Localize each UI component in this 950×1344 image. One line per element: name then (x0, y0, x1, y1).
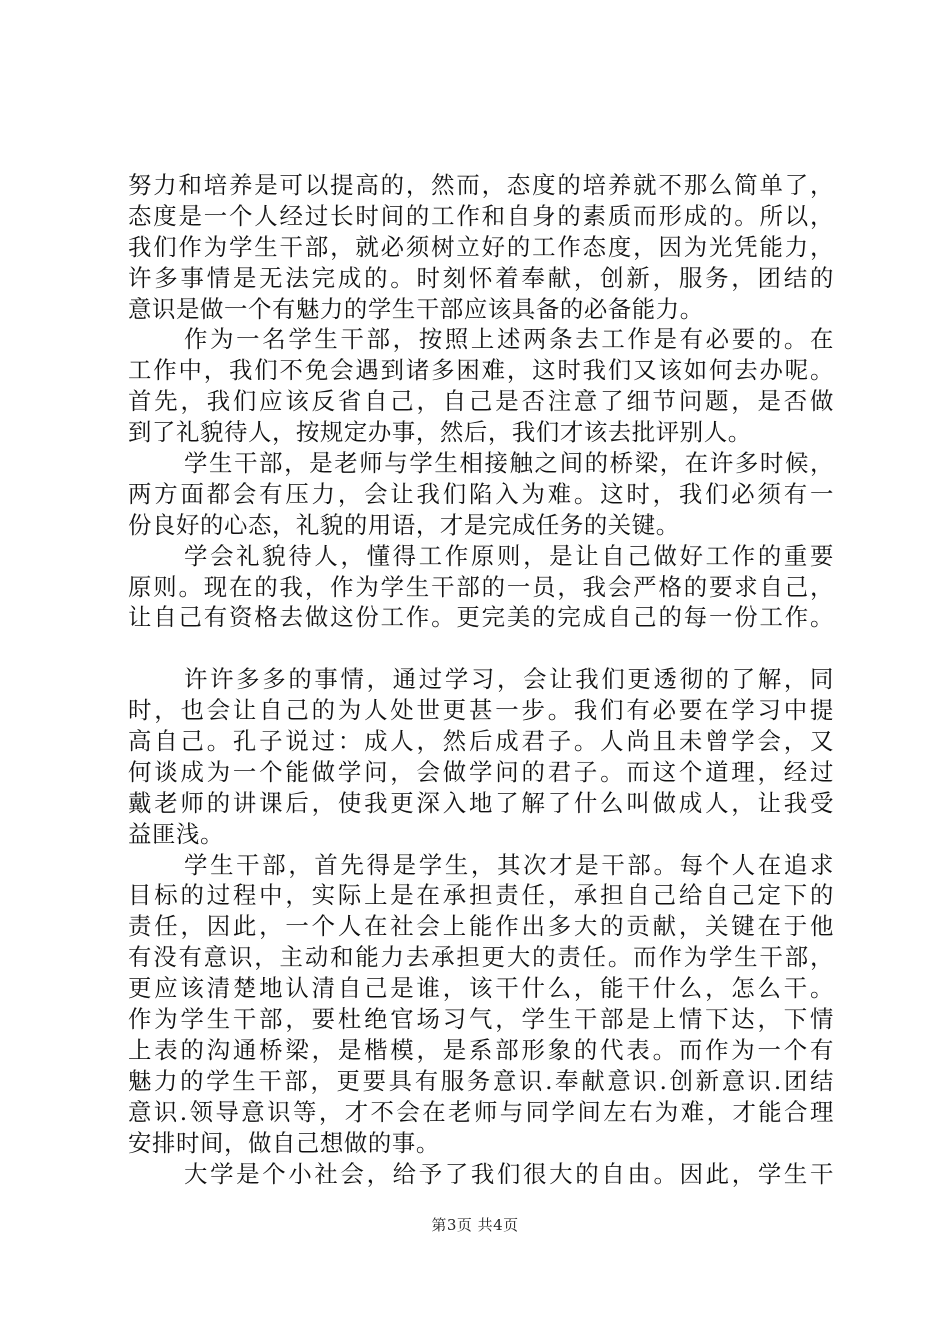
document-body (128, 170, 834, 1189)
text-line: 到了礼貌待人，按规定办事，然后，我们才该去批评别人。 (128, 418, 752, 447)
paragraph-first-line: 学会礼貌待人，懂得工作原则，是让自己做好工作的重要 (184, 541, 834, 570)
text-line: 时，也会让自己的为人处世更甚一步。我们有必要在学习中提 (128, 696, 834, 725)
page-footer: 第3页 共4页 (431, 1216, 519, 1234)
paragraph-first-line: 学生干部，是老师与学生相接触之间的桥梁，在许多时候， (184, 449, 834, 478)
paragraph-first-line: 作为一名学生干部，按照上述两条去工作是有必要的。在 (184, 325, 834, 354)
paragraph-first-line: 学生干部，首先得是学生，其次才是干部。每个人在追求 (184, 850, 834, 879)
text-line: 目标的过程中，实际上是在承担责任，承担自己给自己定下的 (128, 881, 834, 910)
text-line: 意识.领导意识等，才不会在老师与同学间左右为难，才能合理 (128, 1097, 834, 1126)
text-line: 魅力的学生干部，更要具有服务意识.奉献意识.创新意识.团结 (128, 1066, 834, 1095)
text-line: 益匪浅。 (128, 819, 224, 848)
text-line: 两方面都会有压力，会让我们陷入为难。这时，我们必须有一 (128, 479, 834, 508)
text-line: 态度是一个人经过长时间的工作和自身的素质而形成的。所以， (128, 201, 834, 230)
text-line: 份良好的心态，礼貌的用语，才是完成任务的关键。 (128, 510, 680, 539)
text-line: 让自己有资格去做这份工作。更完美的完成自己的每一份工作。 (128, 603, 834, 632)
text-line: 作为学生干部，要杜绝官场习气，学生干部是上情下达，下情 (128, 1005, 834, 1034)
text-line: 努力和培养是可以提高的，然而，态度的培养就不那么简单了， (128, 171, 834, 199)
text-line: 首先，我们应该反省自己，自己是否注意了细节问题，是否做 (128, 387, 834, 416)
text-line: 上表的沟通桥梁，是楷模，是系部形象的代表。而作为一个有 (128, 1035, 834, 1064)
text-line: 安排时间，做自己想做的事。 (128, 1128, 440, 1157)
text-line: 许多事情是无法完成的。时刻怀着奉献，创新，服务，团结的 (128, 263, 834, 292)
text-line: 更应该清楚地认清自己是谁，该干什么，能干什么，怎么干。 (128, 974, 834, 1003)
text-line: 有没有意识，主动和能力去承担更大的责任。而作为学生干部， (128, 943, 834, 972)
text-line: 工作中，我们不免会遇到诸多困难，这时我们又该如何去办呢。 (128, 356, 834, 385)
text-line: 高自己。孔子说过：成人，然后成君子。人尚且未曾学会，又 (128, 727, 834, 756)
paragraph-first-line: 大学是个小社会，给予了我们很大的自由。因此，学生干 (184, 1159, 834, 1188)
paragraph-first-line: 许许多多的事情，通过学习，会让我们更透彻的了解，同 (184, 665, 834, 694)
text-line: 我们作为学生干部，就必须树立好的工作态度，因为光凭能力， (128, 232, 834, 261)
text-line: 原则。现在的我，作为学生干部的一员，我会严格的要求自己， (128, 572, 834, 601)
text-line: 责任，因此，一个人在社会上能作出多大的贡献，关键在于他 (128, 912, 834, 941)
text-line: 戴老师的讲课后，使我更深入地了解了什么叫做成人，让我受 (128, 788, 834, 817)
text-line: 意识是做一个有魅力的学生干部应该具备的必备能力。 (128, 294, 704, 323)
text-line: 何谈成为一个能做学问，会做学问的君子。而这个道理，经过 (128, 757, 834, 786)
blank-line (128, 633, 834, 664)
